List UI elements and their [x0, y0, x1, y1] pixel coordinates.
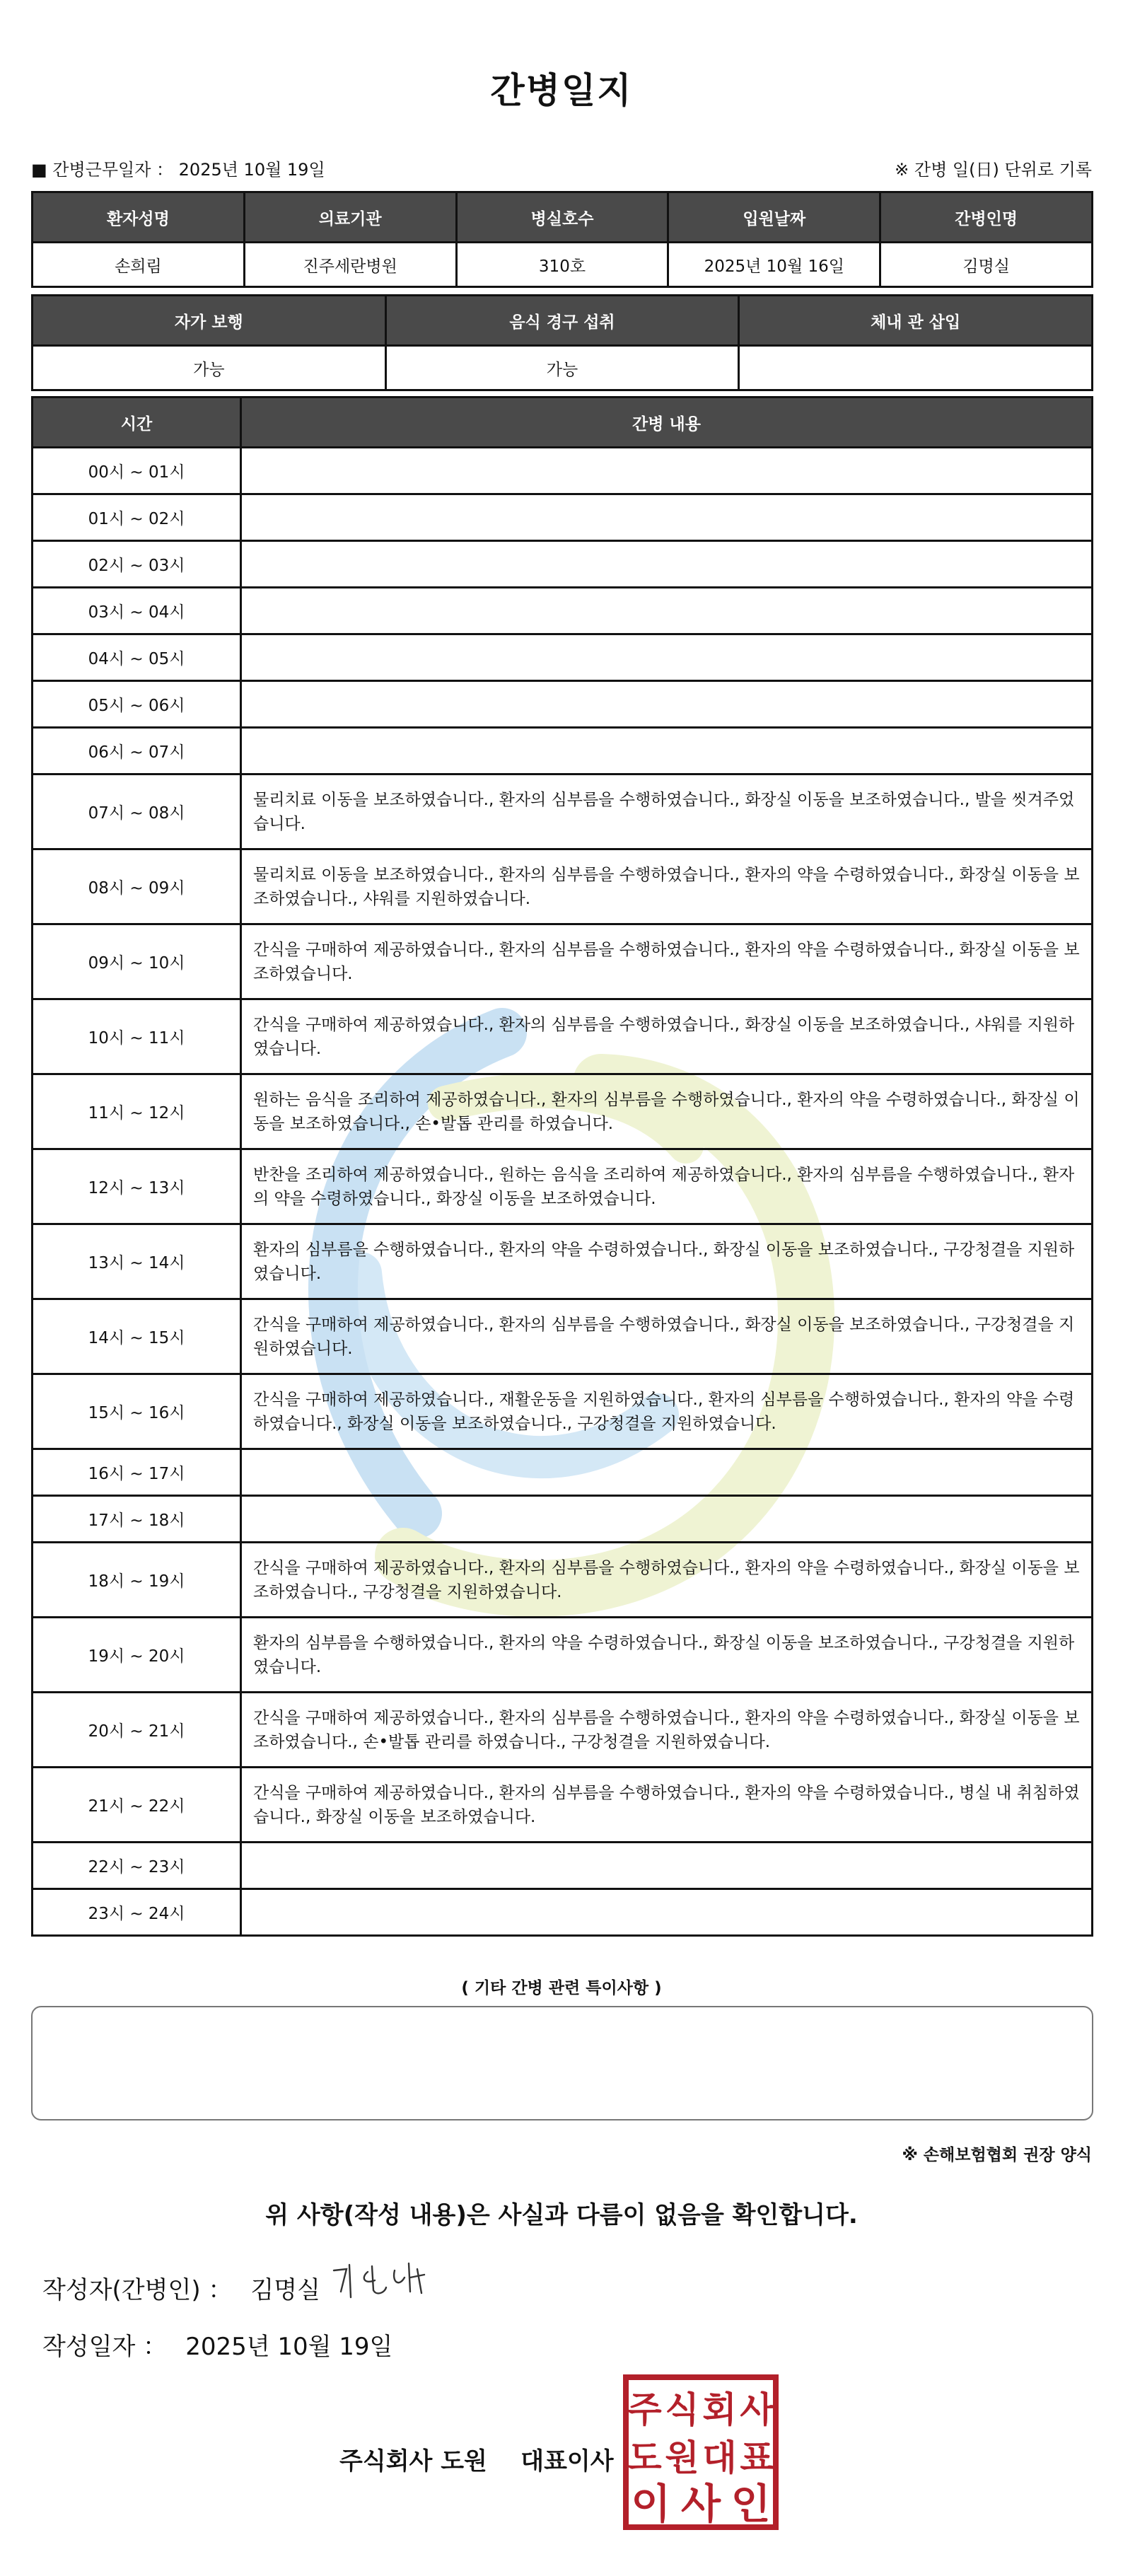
- row-care-content: 간식을 구매하여 제공하였습니다., 재활운동을 지원하였습니다., 환자의 심부름을 수행하였습니다., 환자의 약을 수령하였습니다., 화장실 이동을 보조하였습니다., 구강청결을 지원하였습니다.: [241, 1374, 1093, 1449]
- table-row: [33, 1449, 1093, 1496]
- seal-glyph: 원: [665, 2437, 699, 2478]
- table-row: [33, 1374, 1093, 1449]
- seal-glyph: 인: [731, 2480, 771, 2528]
- header-time: 시간: [33, 398, 241, 448]
- row-time: 07시 ~ 08시: [33, 774, 241, 849]
- table-row: [33, 1496, 1093, 1543]
- work-date: ■ 간병근무일자 ： 2025년 10월 19일: [31, 160, 325, 180]
- hospital: 진주세란병원: [244, 243, 456, 287]
- patient-status-table: [31, 294, 1093, 391]
- table-row: [33, 1693, 1093, 1768]
- table-row: [33, 541, 1093, 588]
- row-time: 05시 ~ 06시: [33, 681, 241, 728]
- seal-glyph: 표: [740, 2437, 774, 2478]
- header-care-content: 간병 내용: [241, 398, 1093, 448]
- seal-glyph: 회: [702, 2389, 737, 2430]
- row-time: 01시 ~ 02시: [33, 494, 241, 541]
- row-time: 17시 ~ 18시: [33, 1496, 241, 1543]
- writer-name: 김명실: [250, 2276, 320, 2304]
- row-time: 19시 ~ 20시: [33, 1618, 241, 1693]
- table-row: [33, 1074, 1093, 1149]
- table-row: [33, 1224, 1093, 1299]
- care-log-table: [31, 396, 1093, 1937]
- row-care-content: [241, 1449, 1093, 1496]
- page-title: 간병일지: [490, 70, 633, 111]
- row-time: 04시 ~ 05시: [33, 634, 241, 681]
- row-time: 06시 ~ 07시: [33, 728, 241, 774]
- row-care-content: [241, 634, 1093, 681]
- row-care-content: [241, 494, 1093, 541]
- table-row: [33, 494, 1093, 541]
- row-care-content: 반찬을 조리하여 제공하였습니다., 원하는 음식을 조리하여 제공하였습니다., 환자의 심부름을 수행하였습니다., 환자의 약을 수령하였습니다., 화장실 이동을 보조하였습니다.: [241, 1149, 1093, 1224]
- etc-notes-box: [31, 2006, 1093, 2120]
- row-care-content: [241, 448, 1093, 494]
- row-care-content: [241, 1496, 1093, 1543]
- row-time: 18시 ~ 19시: [33, 1543, 241, 1618]
- table-row: [33, 588, 1093, 634]
- row-care-content: 원하는 음식을 조리하여 제공하였습니다., 환자의 심부름을 수행하였습니다., 환자의 약을 수령하였습니다., 화장실 이동을 보조하였습니다., 손•발톱 관리를 하였습니다.: [241, 1074, 1093, 1149]
- table-row: [33, 1618, 1093, 1693]
- table-row: [33, 728, 1093, 774]
- oral-intake-status: 가능: [385, 346, 739, 390]
- seal-glyph: 식: [665, 2389, 699, 2430]
- table-row: [33, 999, 1093, 1074]
- row-time: 08시 ~ 09시: [33, 849, 241, 924]
- patient-info-table: [31, 191, 1093, 288]
- table-row: [33, 774, 1093, 849]
- table-row: [33, 634, 1093, 681]
- row-care-content: 간식을 구매하여 제공하였습니다., 환자의 심부름을 수행하였습니다., 환자의 약을 수령하였습니다., 화장실 이동을 보조하였습니다., 구강청결을 지원하였습니다.: [241, 1543, 1093, 1618]
- header-patient-name: 환자성명: [33, 192, 245, 243]
- association-note: ※ 손해보험협회 권장 양식: [902, 2146, 1092, 2164]
- row-time: 12시 ~ 13시: [33, 1149, 241, 1224]
- seal-glyph: 주: [627, 2389, 662, 2430]
- row-time: 23시 ~ 24시: [33, 1889, 241, 1936]
- header-tube: 체내 관 삽입: [739, 296, 1093, 346]
- table-row: [33, 849, 1093, 924]
- seal-glyph: 이: [631, 2480, 671, 2528]
- row-care-content: 간식을 구매하여 제공하였습니다., 환자의 심부름을 수행하였습니다., 화장실 이동을 보조하였습니다., 구강청결을 지원하였습니다.: [241, 1299, 1093, 1374]
- written-date-value: 2025년 10월 19일: [185, 2333, 393, 2361]
- row-time: 02시 ~ 03시: [33, 541, 241, 588]
- unit-note: ※ 간병 일(日) 단위로 기록: [895, 160, 1092, 180]
- row-time: 15시 ~ 16시: [33, 1374, 241, 1449]
- row-care-content: 간식을 구매하여 제공하였습니다., 환자의 심부름을 수행하였습니다., 환자의 약을 수령하였습니다., 화장실 이동을 보조하였습니다., 손•발톱 관리를 하였습니다., 구강청결을 지원하였습니다.: [241, 1693, 1093, 1768]
- tube-status: [739, 346, 1093, 390]
- seal-glyph: 사: [680, 2480, 721, 2528]
- table-row: [33, 1768, 1093, 1843]
- table-row: [33, 1299, 1093, 1374]
- row-care-content: 물리치료 이동을 보조하였습니다., 환자의 심부름을 수행하였습니다., 환자의 약을 수령하였습니다., 화장실 이동을 보조하였습니다., 샤워를 지원하였습니다.: [241, 849, 1093, 924]
- row-time: 10시 ~ 11시: [33, 999, 241, 1074]
- row-care-content: [241, 541, 1093, 588]
- table-row: [33, 924, 1093, 999]
- table-row: [33, 1889, 1093, 1936]
- header-walking: 자가 보행: [33, 296, 386, 346]
- row-care-content: [241, 588, 1093, 634]
- row-time: 22시 ~ 23시: [33, 1843, 241, 1889]
- row-time: 21시 ~ 22시: [33, 1768, 241, 1843]
- row-time: 03시 ~ 04시: [33, 588, 241, 634]
- row-care-content: 간식을 구매하여 제공하였습니다., 환자의 심부름을 수행하였습니다., 환자의 약을 수령하였습니다., 화장실 이동을 보조하였습니다.: [241, 924, 1093, 999]
- row-time: 00시 ~ 01시: [33, 448, 241, 494]
- row-care-content: [241, 728, 1093, 774]
- table-row: [33, 448, 1093, 494]
- header-room: 병실호수: [456, 192, 668, 243]
- writer-line: [42, 2270, 339, 2305]
- row-time: 16시 ~ 17시: [33, 1449, 241, 1496]
- header-caregiver: 간병인명: [880, 192, 1093, 243]
- row-care-content: 간식을 구매하여 제공하였습니다., 환자의 심부름을 수행하였습니다., 환자의 약을 수령하였습니다., 병실 내 취침하였습니다., 화장실 이동을 보조하였습니다.: [241, 1768, 1093, 1843]
- company-representative: 주식회사 도원 대표이사: [339, 2447, 614, 2476]
- row-time: 13시 ~ 14시: [33, 1224, 241, 1299]
- row-care-content: 환자의 심부름을 수행하였습니다., 환자의 약을 수령하였습니다., 화장실 이동을 보조하였습니다., 구강청결을 지원하였습니다.: [241, 1618, 1093, 1693]
- row-time: 20시 ~ 21시: [33, 1693, 241, 1768]
- seal-glyph: 사: [740, 2389, 774, 2430]
- caregiver-name: 김명실: [880, 243, 1093, 287]
- header-oral-intake: 음식 경구 섭취: [385, 296, 739, 346]
- etc-label: ( 기타 간병 관련 특이사항 ): [461, 1979, 662, 1997]
- header-admission-date: 입원날짜: [668, 192, 880, 243]
- row-care-content: [241, 681, 1093, 728]
- seal-glyph: 대: [702, 2437, 737, 2478]
- row-care-content: [241, 1889, 1093, 1936]
- seal-glyph: 도: [627, 2437, 662, 2478]
- table-row: [33, 1843, 1093, 1889]
- written-date-line: [42, 2327, 411, 2362]
- room-number: 310호: [456, 243, 668, 287]
- signature-image: [325, 2256, 453, 2306]
- row-time: 14시 ~ 15시: [33, 1299, 241, 1374]
- table-row: [33, 681, 1093, 728]
- writer-label: 작성자(간병인) ：: [42, 2276, 233, 2304]
- written-date-label: 작성일자 ：: [42, 2333, 168, 2361]
- table-row: [33, 1543, 1093, 1618]
- patient-name: 손희림: [33, 243, 245, 287]
- row-time: 11시 ~ 12시: [33, 1074, 241, 1149]
- admission-date: 2025년 10월 16일: [668, 243, 880, 287]
- row-care-content: 간식을 구매하여 제공하였습니다., 환자의 심부름을 수행하였습니다., 화장실 이동을 보조하였습니다., 샤워를 지원하였습니다.: [241, 999, 1093, 1074]
- confirmation-statement: 위 사항(작성 내용)은 사실과 다름이 없음을 확인합니다.: [265, 2201, 858, 2229]
- row-care-content: [241, 1843, 1093, 1889]
- company-seal: [622, 2374, 779, 2531]
- row-time: 09시 ~ 10시: [33, 924, 241, 999]
- header-hospital: 의료기관: [244, 192, 456, 243]
- row-care-content: 물리치료 이동을 보조하였습니다., 환자의 심부름을 수행하였습니다., 화장실 이동을 보조하였습니다., 발을 씻겨주었습니다.: [241, 774, 1093, 849]
- row-care-content: 환자의 심부름을 수행하였습니다., 환자의 약을 수령하였습니다., 화장실 이동을 보조하였습니다., 구강청결을 지원하였습니다.: [241, 1224, 1093, 1299]
- table-row: [33, 1149, 1093, 1224]
- walking-status: 가능: [33, 346, 386, 390]
